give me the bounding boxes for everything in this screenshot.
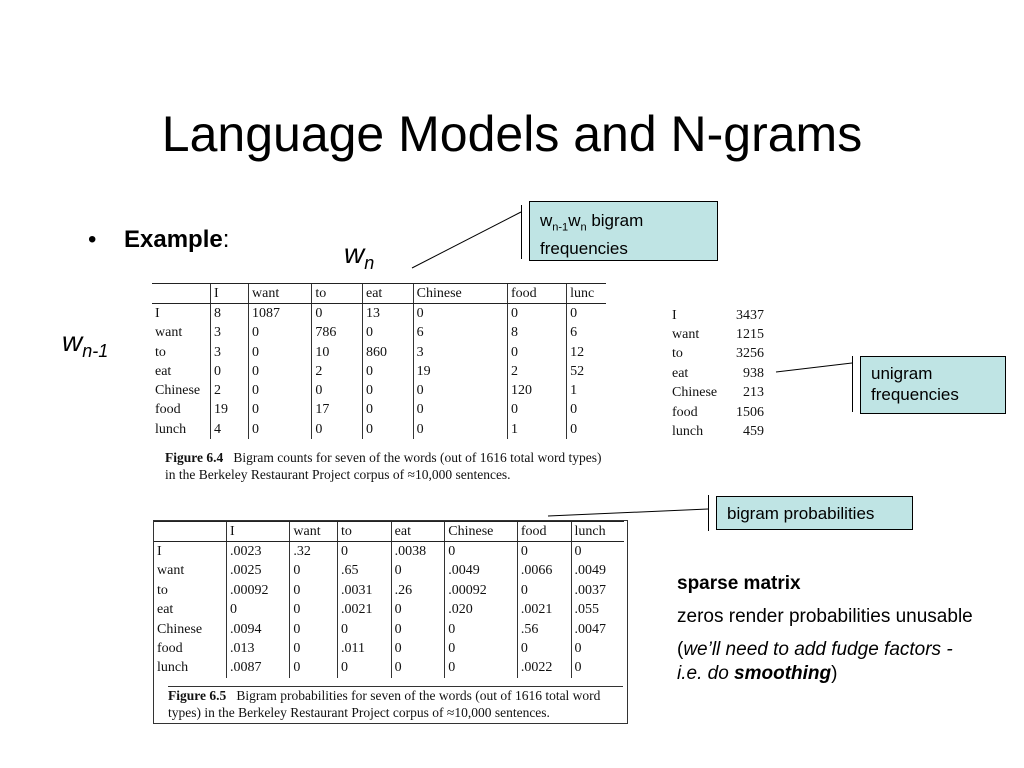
unigram-count: 3256 — [736, 346, 764, 362]
bullet-suffix: : — [222, 226, 230, 253]
table-cell: 120 — [507, 381, 566, 400]
row-label: I — [155, 305, 160, 321]
table-cell: 8 — [507, 324, 566, 343]
unigram-row — [670, 422, 766, 441]
table-cell: 0 — [227, 601, 290, 620]
table-cell: .020 — [445, 601, 518, 620]
notes-italic-text: we’ll need to add fudge factors - i.e. do — [677, 639, 953, 684]
table-cell: .0021 — [517, 601, 571, 620]
variable-wn-1-sub: n-1 — [82, 341, 109, 361]
table-cell: 0 — [249, 420, 312, 439]
column-header: eat — [362, 284, 413, 304]
table-cell: 3 — [211, 343, 249, 362]
unigram-row — [670, 384, 766, 403]
table-cell: 13 — [362, 304, 413, 324]
table-cell: .0087 — [227, 659, 290, 678]
table-cell: 0 — [391, 639, 445, 658]
table-cell: 860 — [362, 343, 413, 362]
column-header: I — [227, 522, 290, 542]
table-cell: .0021 — [338, 601, 392, 620]
table-row — [154, 639, 624, 658]
unigram-row — [670, 403, 766, 422]
unigram-word: food — [672, 404, 698, 420]
callout-bigram-word: bigram — [586, 211, 644, 230]
column-header: food — [507, 284, 566, 304]
figure-caption-text: Bigram counts for seven of the words (out of 1616 total word types) in the Berkeley Restaurant Project corpus of ≈10,000 sentences. — [165, 450, 602, 482]
table-row — [152, 381, 606, 400]
table-cell: 0 — [312, 381, 363, 400]
table-cell: 0 — [391, 601, 445, 620]
table-cell: 0 — [290, 581, 338, 600]
table-cell: .0031 — [338, 581, 392, 600]
unigram-row — [670, 345, 766, 364]
table-row — [152, 401, 606, 420]
row-label: I — [157, 544, 162, 560]
table-cell: 6 — [413, 324, 507, 343]
unigram-word: eat — [672, 365, 689, 381]
notes-paren-open: ( — [677, 639, 684, 660]
column-header: want — [290, 522, 338, 542]
column-header: to — [338, 522, 392, 542]
unigram-row — [670, 325, 766, 344]
connector-unigram — [776, 363, 852, 372]
table-row — [152, 420, 606, 439]
table-cell: .0022 — [517, 659, 571, 678]
row-label: lunch — [155, 421, 187, 437]
table-cell: 6 — [567, 324, 606, 343]
slide-title: Language Models and N-grams — [161, 106, 863, 162]
table-row — [152, 304, 606, 324]
row-label: Chinese — [155, 383, 201, 399]
table-cell: 0 — [362, 362, 413, 381]
table-cell: 0 — [312, 420, 363, 439]
figure-label: Figure 6.5 — [168, 688, 227, 703]
table-cell: 0 — [571, 542, 624, 562]
table-cell: 0 — [413, 304, 507, 324]
unigram-word: Chinese — [672, 385, 718, 401]
table-row — [154, 601, 624, 620]
table-cell: 0 — [362, 420, 413, 439]
table-row — [154, 659, 624, 678]
figure-label: Figure 6.4 — [165, 450, 224, 465]
table-corner — [152, 284, 211, 304]
notes-line-2 — [677, 638, 977, 686]
table-cell: .65 — [338, 562, 392, 581]
column-header: Chinese — [413, 284, 507, 304]
table-cell: 19 — [211, 401, 249, 420]
variable-wn-sub: n — [364, 253, 375, 273]
table-cell: 0 — [445, 639, 518, 658]
table-cell: .32 — [290, 542, 338, 562]
connector-bigram-prob — [548, 509, 708, 516]
table-cell: 0 — [391, 562, 445, 581]
table-cell: 0 — [567, 401, 606, 420]
table-cell: 0 — [249, 362, 312, 381]
row-label: eat — [157, 602, 174, 618]
table-cell: 0 — [517, 581, 571, 600]
table-cell: 786 — [312, 324, 363, 343]
table-cell: 8 — [211, 304, 249, 324]
table-cell: 0 — [338, 542, 392, 562]
table-cell: 0 — [338, 620, 392, 639]
table-corner — [154, 522, 227, 542]
variable-wn-1-base: w — [62, 326, 83, 357]
column-header: food — [517, 522, 571, 542]
unigram-count: 1506 — [736, 404, 764, 420]
notes-line-1: zeros render probabilities unusable — [677, 606, 973, 627]
table-cell: 0 — [362, 401, 413, 420]
table-cell: .00092 — [445, 581, 518, 600]
figure-caption-6-4 — [165, 449, 610, 483]
table-cell: 0 — [338, 659, 392, 678]
bigram-counts-table — [152, 283, 606, 439]
unigram-count: 1215 — [736, 327, 764, 343]
table-cell: 0 — [445, 659, 518, 678]
row-label: food — [155, 402, 181, 418]
table-cell: .0025 — [227, 562, 290, 581]
table-cell: 1 — [567, 381, 606, 400]
callout-unigram-frequencies — [860, 356, 1006, 414]
table-cell: 0 — [413, 401, 507, 420]
unigram-word: to — [672, 346, 683, 362]
table-cell: .0023 — [227, 542, 290, 562]
table-cell: 3 — [211, 324, 249, 343]
row-label: eat — [155, 363, 172, 379]
callout-w2: w — [568, 211, 581, 230]
row-label: want — [157, 563, 185, 579]
table-cell: 2 — [507, 362, 566, 381]
table-cell: .0047 — [571, 620, 624, 639]
table-cell: 0 — [362, 324, 413, 343]
callout-w1-sub: n-1 — [552, 221, 569, 234]
unigram-count: 3437 — [736, 307, 764, 323]
row-label: food — [157, 641, 183, 657]
table-cell: 0 — [211, 362, 249, 381]
figure-caption-6-5 — [168, 686, 623, 721]
column-header: I — [211, 284, 249, 304]
table-cell: .00092 — [227, 581, 290, 600]
table-cell: .0094 — [227, 620, 290, 639]
table-header-row — [152, 284, 606, 304]
table-cell: 0 — [290, 601, 338, 620]
unigram-counts-table — [670, 306, 766, 442]
table-row — [152, 343, 606, 362]
notes-block — [677, 572, 977, 695]
callout-w1: w — [540, 211, 553, 230]
table-cell: 0 — [249, 381, 312, 400]
table-cell: 12 — [567, 343, 606, 362]
notes-heading: sparse matrix — [677, 573, 801, 594]
callout-bigram-probabilities: bigram probabilities — [716, 496, 913, 530]
table-cell: 4 — [211, 420, 249, 439]
column-header: to — [312, 284, 363, 304]
table-cell: .0049 — [445, 562, 518, 581]
variable-wn-base: w — [344, 238, 365, 269]
table-cell: .0049 — [571, 562, 624, 581]
table-cell: 0 — [507, 401, 566, 420]
table-cell: 10 — [312, 343, 363, 362]
table-cell: 1 — [507, 420, 566, 439]
table-cell: 0 — [391, 659, 445, 678]
callout-w2-sub: n — [580, 221, 587, 234]
table-cell: 0 — [290, 659, 338, 678]
callout-unigram-word: unigram — [871, 364, 933, 383]
table-cell: 0 — [567, 304, 606, 324]
unigram-count: 459 — [743, 424, 764, 440]
table-cell: 0 — [312, 304, 363, 324]
table-cell: 0 — [445, 542, 518, 562]
bullet-label: Example — [124, 226, 223, 253]
table-row — [154, 542, 624, 562]
table-cell: 0 — [290, 562, 338, 581]
column-header: lunch — [571, 522, 624, 542]
callout-bigram-frequencies — [529, 201, 718, 261]
notes-smoothing: smoothing — [734, 663, 832, 684]
table-cell: 2 — [312, 362, 363, 381]
table-cell: .56 — [517, 620, 571, 639]
table-cell: 0 — [413, 420, 507, 439]
row-label: lunch — [157, 660, 189, 676]
table-cell: 0 — [571, 639, 624, 658]
row-label: to — [157, 582, 168, 598]
table-cell: .011 — [338, 639, 392, 658]
table-cell: .055 — [571, 601, 624, 620]
table-cell: 3 — [413, 343, 507, 362]
unigram-row — [670, 364, 766, 383]
table-cell: 1087 — [249, 304, 312, 324]
figure-caption-text: Bigram probabilities for seven of the words (out of 1616 total word types) in the Berkeley Restaurant Project corpus of ≈10,000 sentences. — [168, 688, 601, 720]
table-cell: 0 — [507, 304, 566, 324]
callout-frequencies-word: frequencies — [540, 239, 628, 259]
unigram-row — [670, 306, 766, 325]
row-label: Chinese — [157, 621, 203, 637]
column-header: lunc — [567, 284, 606, 304]
table-row — [152, 324, 606, 343]
bracket-bigram-freq — [521, 205, 522, 259]
table-cell: 52 — [567, 362, 606, 381]
table-cell: 19 — [413, 362, 507, 381]
table-header-row — [154, 522, 624, 542]
table-cell: 0 — [517, 542, 571, 562]
table-cell: 0 — [362, 381, 413, 400]
unigram-word: want — [672, 327, 700, 343]
table-cell: 0 — [249, 343, 312, 362]
column-header: eat — [391, 522, 445, 542]
bullet-marker: • — [88, 226, 97, 253]
table-row — [154, 581, 624, 600]
table-cell: 17 — [312, 401, 363, 420]
table-cell: .0038 — [391, 542, 445, 562]
unigram-word: lunch — [672, 424, 704, 440]
connector-bigram-freq — [412, 212, 521, 268]
table-row — [152, 362, 606, 381]
column-header: Chinese — [445, 522, 518, 542]
table-cell: 0 — [290, 639, 338, 658]
table-cell: 0 — [507, 343, 566, 362]
bigram-probabilities-table — [154, 521, 624, 678]
table-row — [154, 562, 624, 581]
row-label: want — [155, 325, 183, 341]
unigram-count: 213 — [743, 385, 764, 401]
table-cell: 0 — [517, 639, 571, 658]
column-header: want — [249, 284, 312, 304]
table-cell: 0 — [249, 324, 312, 343]
table-cell: .013 — [227, 639, 290, 658]
bracket-bigram-prob — [708, 495, 709, 531]
unigram-count: 938 — [743, 365, 764, 381]
table-cell: 0 — [567, 420, 606, 439]
table-cell: 0 — [445, 620, 518, 639]
table-cell: 0 — [413, 381, 507, 400]
table-cell: .0066 — [517, 562, 571, 581]
notes-paren-close: ) — [831, 663, 838, 684]
unigram-word: I — [672, 307, 677, 323]
row-label: to — [155, 344, 166, 360]
table-row — [154, 620, 624, 639]
table-cell: .0037 — [571, 581, 624, 600]
table-cell: 0 — [249, 401, 312, 420]
table-cell: 0 — [571, 659, 624, 678]
table-cell: 2 — [211, 381, 249, 400]
table-cell: 0 — [290, 620, 338, 639]
table-cell: .26 — [391, 581, 445, 600]
table-cell: 0 — [391, 620, 445, 639]
bracket-unigram — [852, 356, 853, 412]
callout-unigram-frequencies-word: frequencies — [871, 385, 959, 404]
